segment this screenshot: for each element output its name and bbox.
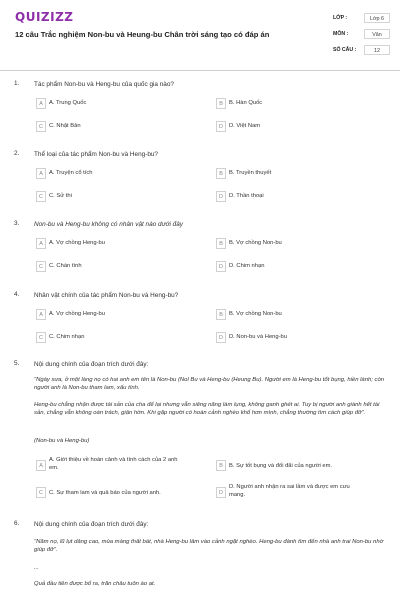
passage-paragraph: Quả đầu tiên được bổ ra, trăn châu tuôn ào ạt. bbox=[34, 581, 156, 587]
question-text: Nội dung chính của đoạn trích dưới đây: bbox=[34, 521, 149, 528]
passage-paragraph: Heng-bu chẳng nhận được tài sản của cha để lại nhưng vẫn siêng năng làm lụng, không ganh ghét ai. Tuy bị người anh giành hết tài sản, chẳng vẫn không oán trách, giận hờn. Khi gặp người có hoàn cảnh nghèo khổ hơn mình, chẳng thường tìm cách giúp đỡ". bbox=[34, 402, 380, 416]
option-letter: B bbox=[216, 168, 226, 179]
question-number: 6. bbox=[14, 520, 20, 527]
option-letter: A bbox=[36, 98, 46, 109]
question-6 bbox=[14, 520, 394, 600]
option-text: B. Vợ chồng Non-bu bbox=[229, 311, 282, 317]
question-number: 5. bbox=[14, 360, 20, 367]
option-text: A. Giới thiệu về hoàn cảnh và tính cách của 2 anh em. bbox=[49, 457, 178, 471]
option-letter: C bbox=[36, 121, 46, 132]
passage-paragraph: "Năm nọ, lũ lụt dâng cao, mùa màng thất bát, nhà Heng-bu lâm vào cảnh ngặt nghèo. Heng-bu đành tìm đến nhà anh trai Non-bu nhờ giúp đỡ". bbox=[34, 539, 384, 553]
option-text: A. Vợ chồng Heng-bu bbox=[49, 240, 106, 246]
question-text: Nội dung chính của đoạn trích dưới đây: bbox=[34, 361, 149, 368]
question-count-value: 12 bbox=[364, 45, 390, 55]
option-text: B. Vợ chồng Non-bu bbox=[229, 240, 282, 246]
grade-value: Lớp 6 bbox=[364, 13, 390, 23]
question-number: 4. bbox=[14, 291, 20, 298]
option-text: D. Non-bu và Heng-bu bbox=[229, 334, 288, 340]
question-number: 1. bbox=[14, 80, 20, 87]
option-text: B. Sự tốt bụng và đối đãi của người em. bbox=[229, 463, 333, 469]
option-text: B. Hàn Quốc bbox=[229, 100, 263, 106]
grade-label: LỚP : bbox=[333, 15, 348, 21]
passage-ellipsis: ... bbox=[34, 565, 39, 571]
question-4 bbox=[14, 291, 394, 351]
worksheet-header bbox=[0, 0, 400, 71]
option-letter: B bbox=[216, 238, 226, 249]
option-letter: A bbox=[36, 238, 46, 249]
option-text: C. Chim nhạn bbox=[49, 334, 85, 340]
option-letter: D bbox=[216, 261, 226, 272]
option-letter: D bbox=[216, 121, 226, 132]
option-text: C. Nhật Bản bbox=[49, 123, 81, 129]
option-letter: A bbox=[36, 460, 46, 471]
question-3 bbox=[14, 220, 394, 280]
option-letter: B bbox=[216, 98, 226, 109]
option-letter: B bbox=[216, 309, 226, 320]
option-text: C. Chàn tình bbox=[49, 263, 82, 269]
option-letter: B bbox=[216, 460, 226, 471]
option-letter: C bbox=[36, 191, 46, 202]
option-letter: C bbox=[36, 261, 46, 272]
question-text: Nhân vật chính của tác phẩm Non-bu và Heng-bu? bbox=[34, 292, 179, 299]
option-text: D. Thần thoại bbox=[229, 193, 264, 199]
question-2 bbox=[14, 150, 394, 210]
subject-label: MÔN : bbox=[333, 31, 349, 37]
option-letter: C bbox=[36, 332, 46, 343]
quizizz-logo: QUIZIZZ bbox=[15, 10, 74, 24]
option-letter: D bbox=[216, 191, 226, 202]
question-number: 2. bbox=[14, 150, 20, 157]
option-letter: A bbox=[36, 168, 46, 179]
worksheet-title: 12 câu Trắc nghiệm Non-bu và Heung-bu Chân trời sáng tạo có đáp án bbox=[15, 30, 270, 39]
option-letter: D bbox=[216, 332, 226, 343]
question-text: Non-bu và Heng-bu không có nhân vật nào dưới đây bbox=[34, 221, 183, 228]
passage-source: (Non-bu và Heng-bu) bbox=[34, 438, 90, 444]
subject-value: Văn bbox=[364, 29, 390, 39]
question-number: 3. bbox=[14, 220, 20, 227]
passage-paragraph: "Ngày xưa, ở một làng nọ có hai anh em tên là Non-bu (Nol Bu và Heng-bu (Heung Bu). Người em là Heng-bu tốt bụng, hiền lành; còn người anh là Non-bu tham lam, xấu tính. bbox=[34, 377, 385, 391]
question-5 bbox=[14, 360, 394, 510]
option-text: A. Truyện cổ tích bbox=[49, 170, 93, 176]
option-text: D. Việt Nam bbox=[229, 123, 261, 129]
option-text: C. Sử thi bbox=[49, 193, 72, 199]
option-text: C. Sự tham lam và quả báo của người anh. bbox=[49, 490, 161, 496]
option-text: A. Vợ chồng Heng-bu bbox=[49, 311, 106, 317]
option-text: B. Truyền thuyết bbox=[229, 170, 272, 176]
option-letter: D bbox=[216, 487, 226, 498]
question-1 bbox=[14, 80, 394, 140]
option-text: D. Người anh nhận ra sai lầm và được em cưu mang. bbox=[229, 484, 350, 498]
option-text: A. Trung Quốc bbox=[49, 100, 87, 106]
option-letter: C bbox=[36, 487, 46, 498]
question-count-label: SỐ CÂU : bbox=[333, 47, 357, 53]
option-text: D. Chim nhạn bbox=[229, 263, 265, 269]
question-text: Thể loại của tác phẩm Non-bu và Heng-bu? bbox=[34, 151, 158, 158]
option-letter: A bbox=[36, 309, 46, 320]
question-text: Tác phẩm Non-bu và Heng-bu của quốc gia nào? bbox=[34, 81, 174, 88]
